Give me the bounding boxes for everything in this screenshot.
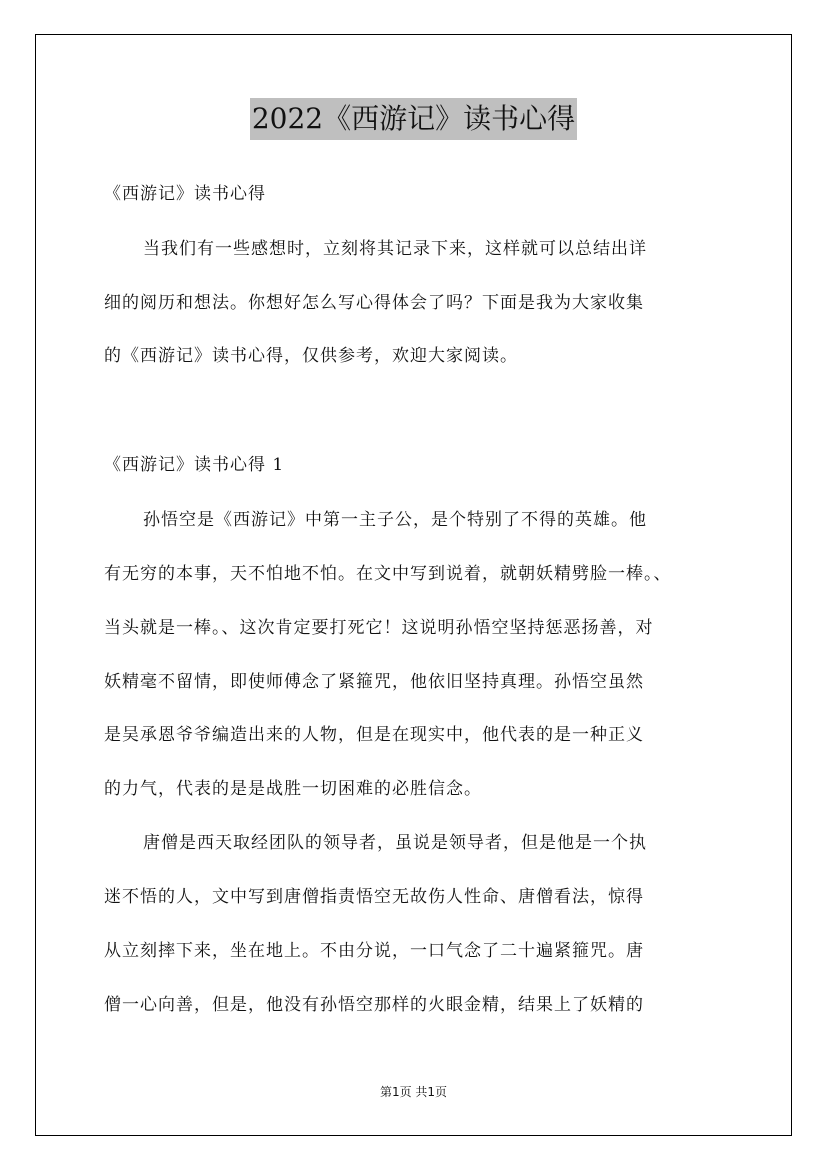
- paragraph-line: 的力气，代表的是是战胜一切困难的必胜信念。: [104, 779, 482, 799]
- intro-line: 细的阅历和想法。你想好怎么写心得体会了吗？下面是我为大家收集: [104, 293, 644, 313]
- paragraph-line: 僧一心向善，但是，他没有孙悟空那样的火眼金精，结果上了妖精的: [104, 995, 644, 1015]
- paragraph-line: 从立刻摔下来，坐在地上。不由分说，一口气念了二十遍紧箍咒。唐: [104, 941, 644, 961]
- paragraph-line: 孙悟空是《西游记》中第一主子公，是个特别了不得的英雄。他: [143, 510, 647, 530]
- paragraph-line: 当头就是一棒。、这次肯定要打死它！这说明孙悟空坚持惩恶扬善，对: [104, 618, 654, 638]
- paragraph-line: 妖精毫不留情，即使师傅念了紧箍咒，他依旧坚持真理。孙悟空虽然: [104, 672, 644, 692]
- title-container: [0, 98, 827, 140]
- paragraph-line: 是吴承恩爷爷编造出来的人物，但是在现实中，他代表的是一种正义: [104, 725, 644, 745]
- paragraph-line: 迷不悟的人，文中写到唐僧指责悟空无故伤人性命、唐僧看法，惊得: [104, 887, 644, 907]
- intro-line: 当我们有一些感想时，立刻将其记录下来，这样就可以总结出详: [143, 239, 647, 259]
- page-footer: 第1页 共1页: [379, 1085, 448, 1099]
- intro-line: 的《西游记》读书心得，仅供参考，欢迎大家阅读。: [104, 346, 518, 366]
- section-heading: 《西游记》读书心得 1: [104, 455, 285, 475]
- paragraph-line: 唐僧是西天取经团队的领导者，虽说是领导者，但是他是一个执: [143, 833, 647, 853]
- subtitle: 《西游记》读书心得: [104, 184, 266, 204]
- paragraph-line: 有无穷的本事，天不怕地不怕。在文中写到说着，就朝妖精劈脸一棒。、: [104, 564, 672, 584]
- document-title: 2022《西游记》读书心得: [250, 98, 577, 140]
